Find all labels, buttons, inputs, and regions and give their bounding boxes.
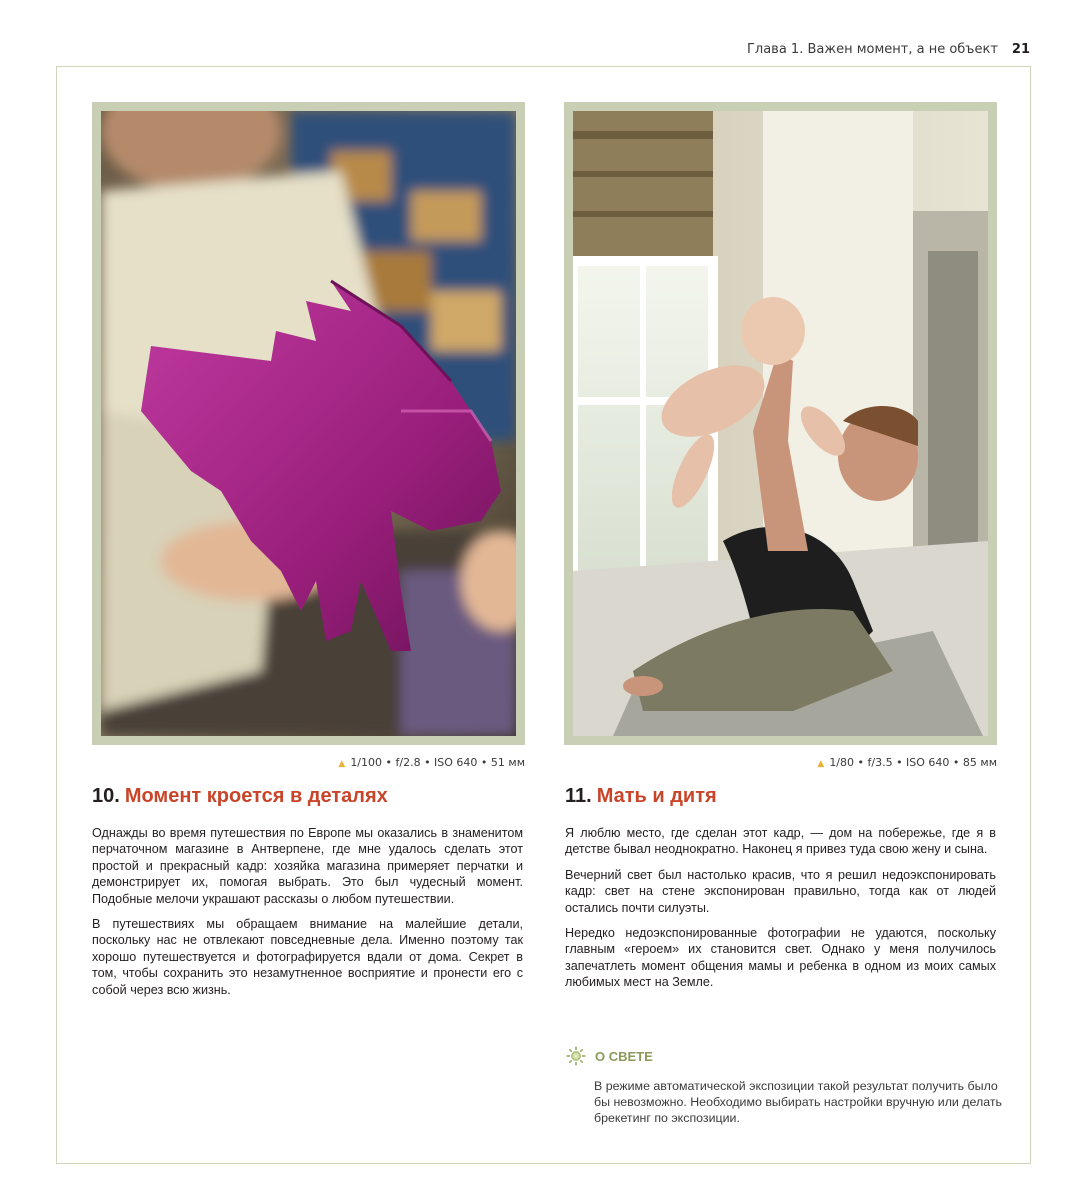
- section-number: 11.: [565, 785, 592, 807]
- section-11-heading: [565, 785, 717, 808]
- paragraph: В путешествиях мы обращаем внимание на малейшие детали, поскольку нас не отвлекают повседневные дела. Именно поэтому так хорошо путешествуется и фотографируется вдали от дома. Секрет в том, чтобы сохранить это незамутненное восприятие и пронести его с собой через всю жизнь.: [92, 917, 523, 997]
- section-10-body: [92, 825, 523, 1007]
- paragraph: Однажды во время путешествия по Европе мы оказались в знаменитом перчаточном магазине в Антверпене, где мне удалось сделать этот простой и прекрасный кадр: хозяйка магазина примеряет перчатки и демонстрирует их, помогая выбрать. Это был чудесный момент. Подобные мелочи украшают рассказы о любом путешествии.: [92, 826, 523, 906]
- photo-left-caption: [300, 756, 525, 769]
- chapter-title: Глава 1. Важен момент, а не объект: [746, 42, 998, 57]
- photo-right-caption: [772, 756, 997, 769]
- section-number: 10.: [92, 785, 120, 807]
- sidebar-heading: [566, 1046, 653, 1066]
- section-title: Момент кроется в деталях: [124, 785, 388, 807]
- section-10-heading: [92, 785, 388, 808]
- photo-father-baby: [573, 111, 988, 736]
- caption-marker-icon: ▲: [817, 759, 825, 769]
- photo-right-frame: [564, 102, 997, 745]
- photo-glove: [101, 111, 516, 736]
- paragraph: Вечерний свет был настолько красив, что я решил недоэкспонировать кадр: свет на стене экспонирован правильно, тогда как от людей остались почти силуэты.: [565, 867, 996, 915]
- photo-left-frame: [92, 102, 525, 745]
- caption-text: 1/80 • f/3.5 • ISO 640 • 85 мм: [829, 756, 997, 769]
- caption-marker-icon: ▲: [338, 759, 346, 769]
- paragraph: Нередко недоэкспонированные фотографии не удаются, поскольку главным «героем» их становится свет. Однако у меня получилось запечатлеть момент общения мамы и ребенка в одном из моих самых любимых мест на Земле.: [565, 926, 996, 990]
- page-number: 21: [1011, 42, 1030, 57]
- sun-icon: [566, 1046, 586, 1066]
- section-title: Мать и дитя: [596, 785, 717, 807]
- caption-text: 1/100 • f/2.8 • ISO 640 • 51 мм: [350, 756, 525, 769]
- section-11-body: [565, 825, 996, 1000]
- sidebar-text: В режиме автоматической экспозиции такой результат получить было бы невозможно. Необходимо выбирать настройки вручную или делать брекетинг по экспозиции.: [594, 1079, 1002, 1125]
- paragraph: Я люблю место, где сделан этот кадр, — дом на побережье, где я в детстве бывал неоднократно. Наконец я привез туда свою жену и сына.: [565, 826, 996, 857]
- running-head: [747, 42, 1030, 57]
- sidebar-title: О СВЕТЕ: [595, 1048, 653, 1064]
